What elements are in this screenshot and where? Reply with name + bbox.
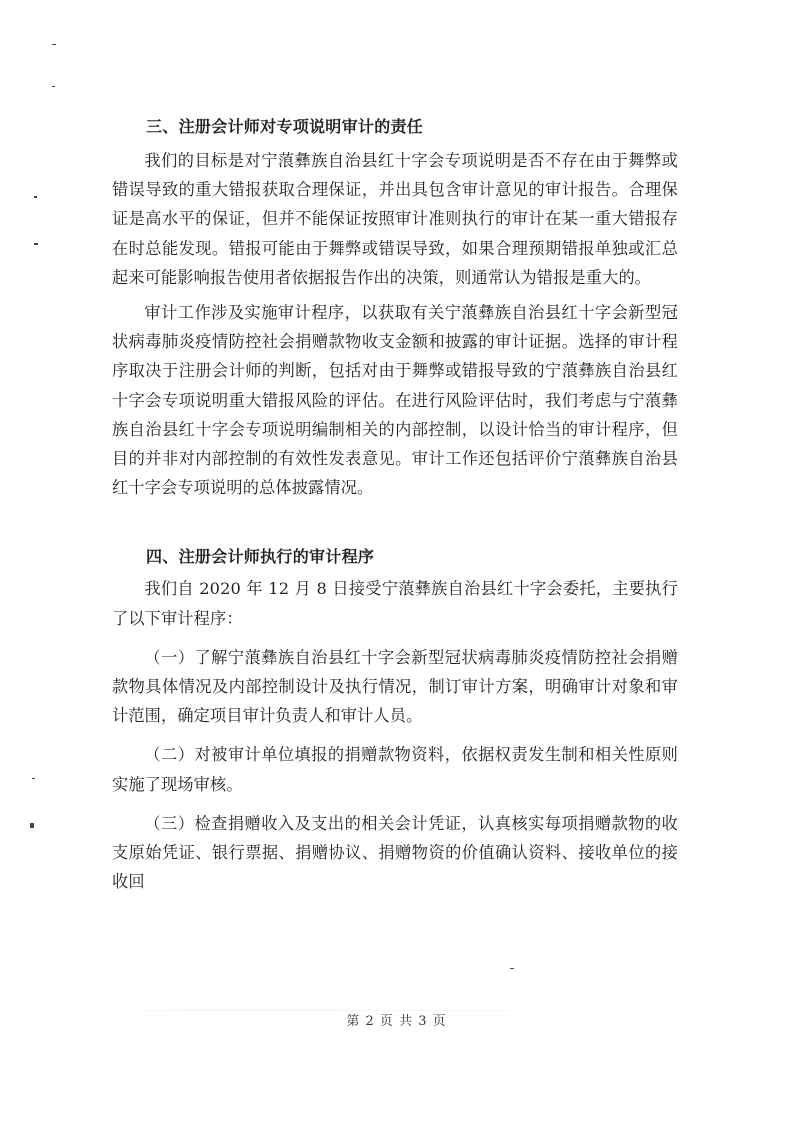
procedure-item-1: （一）了解宁蒗彝族自治县红十字会新型冠状病毒肺炎疫情防控社会捐赠款物具体情况及内部控制设计及执行情况，制订审计方案，明确审计对象和审计范围，确定项目审计负责人和审计人员。 [112,647,678,726]
scan-speck [30,823,34,828]
section-3-heading: 三、注册会计师对专项说明审计的责任 [146,117,424,136]
section-spacer [112,502,678,546]
page-number-footer: 第 2 页 共 3 页 [346,1014,447,1029]
scan-speck [34,196,37,198]
scan-speck [52,86,55,87]
procedure-item-3: （三）检查捐赠收入及支出的相关会计凭证，认真核实每项捐赠款物的收支原始凭证、银行票据、捐赠协议、捐赠物资的价值确认资料、接收单位的接收回 [112,813,678,892]
document-body [112,116,678,896]
scan-speck [32,778,35,779]
section-3-paragraph-1: 我们的目标是对宁蒗彝族自治县红十字会专项说明是否不存在由于舞弊或错误导致的重大错报获取合理保证，并出具包含审计意见的审计报告。合理保证是高水平的保证，但并不能保证按照审计准则执行的审计在某一重大错报存在时总能发现。错报可能由于舞弊或错误导致，如果合理预期错报单独或汇总起来可能影响报告使用者依据报告作出的决策，则通常认为错报是重大的。 [112,151,678,287]
scan-speck [34,243,38,245]
scan-speck [510,968,514,969]
scan-speck [52,44,56,45]
procedure-item-2: （二）对被审计单位填报的捐赠款物资料，依据权责发生制和相关性原则实施了现场审核。 [112,745,678,794]
section-4-intro: 我们自 2020 年 12 月 8 日接受宁蒗彝族自治县红十字会委托，主要执行了以下审计程序： [112,579,678,628]
section-4-heading: 四、注册会计师执行的审计程序 [146,547,375,567]
section-3-paragraph-2: 审计工作涉及实施审计程序，以获取有关宁蒗彝族自治县红十字会新型冠状病毒肺炎疫情防控社会捐赠款物收支金额和披露的审计证据。选择的审计程序取决于注册会计师的判断，包括对由于舞弊或错报导致的宁蒗彝族自治县红十字会专项说明重大错报风险的评估。在进行风险评估时，我们考虑与宁蒗彝族自治县红十字会专项说明编制相关的内部控制，以设计恰当的审计程序，但目的并非对内部控制的有效性发表意见。审计工作还包括评价宁蒗彝族自治县红十字会专项说明的总体披露情况。 [112,303,678,498]
